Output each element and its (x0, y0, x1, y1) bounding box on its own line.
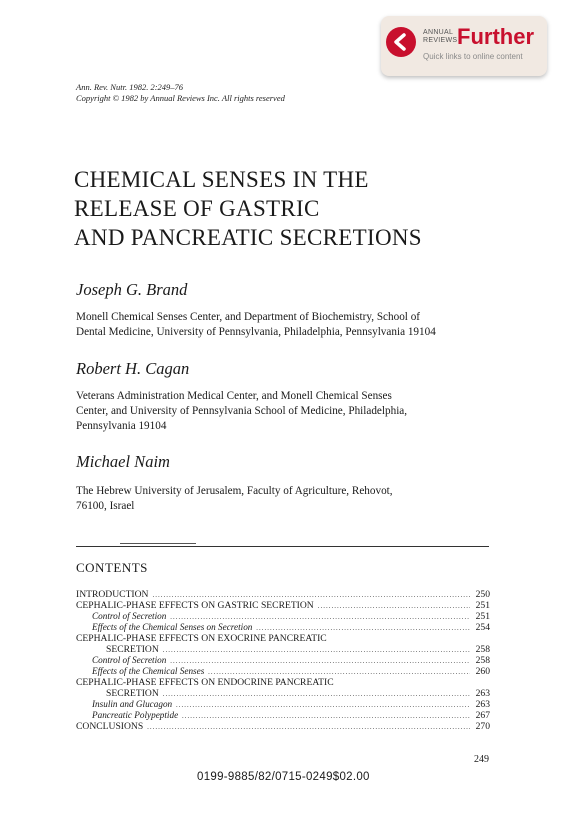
toc-entry-conclusions[interactable]: CONCLUSIONS ..... 270 (76, 721, 490, 732)
badge-subtitle: Quick links to online content (423, 52, 523, 61)
author-name: Michael Naim (76, 452, 170, 471)
further-badge[interactable] (381, 16, 547, 76)
badge-publisher-label: ANNUAL REVIEWS (423, 29, 458, 44)
article-title (74, 165, 514, 252)
toc-leader-dots (182, 711, 470, 722)
toc-entry-pancreatic-polypeptide[interactable]: Pancreatic Polypeptide ..... 267 (76, 710, 490, 721)
toc-entry-exocrine-pancreatic[interactable]: CEPHALIC-PHASE EFFECTS ON EXOCRINE PANCREATIC (76, 633, 327, 644)
table-of-contents (76, 589, 490, 732)
toc-entry-introduction[interactable]: INTRODUCTION ..... 250 (76, 589, 490, 600)
toc-entry-exocrine-secretion[interactable]: SECRETION ..... 258 (76, 644, 490, 655)
toc-leader-dots (147, 722, 470, 733)
toc-entry-endocrine-secretion[interactable]: SECRETION ..... 263 (76, 688, 490, 699)
divider (76, 546, 489, 547)
title-line: CHEMICAL SENSES IN THE (74, 167, 369, 192)
toc-page-number: 260 (475, 666, 490, 677)
toc-page-number: 263 (475, 699, 490, 710)
toc-entry-control-of-secretion[interactable]: Control of Secretion ..... 258 (76, 655, 490, 666)
author-name: Robert H. Cagan (76, 359, 190, 378)
annual-reviews-logo-icon (386, 27, 416, 57)
badge-further-label[interactable]: Further (457, 24, 534, 49)
toc-entry-gastric-secretion[interactable]: CEPHALIC-PHASE EFFECTS ON GASTRIC SECRETION ..... 251 (76, 600, 490, 611)
author-affiliation: Monell Chemical Senses Center, and Department of Biochemistry, School of Dental Medicine, University of Pennsylvania, Philadelphia, Pennsylvania 19104 (76, 311, 436, 338)
author-affiliation: Veterans Administration Medical Center, and Monell Chemical Senses Center, and University of Pennsylvania School of Medicine, Philadelphia, Pennsylvania 19104 (76, 390, 408, 432)
contents-heading: CONTENTS (76, 560, 148, 575)
toc-page-number: 258 (475, 655, 490, 666)
author-name: Joseph G. Brand (76, 280, 188, 299)
toc-page-number: 263 (475, 688, 490, 699)
title-line: AND PANCREATIC SECRETIONS (74, 225, 422, 250)
toc-entry-effects-chemical-senses[interactable]: Effects of the Chemical Senses ..... 260 (76, 666, 490, 677)
toc-page-number: 250 (475, 589, 490, 600)
copyright-line: Copyright © 1982 by Annual Reviews Inc. All rights reserved (76, 92, 285, 103)
page-number: 249 (474, 754, 489, 765)
author-affiliation: The Hebrew University of Jerusalem, Faculty of Agriculture, Rehovot, 76100, Israel (76, 485, 393, 512)
title-line: RELEASE OF GASTRIC (74, 196, 320, 221)
divider-short (120, 543, 196, 544)
toc-leader-dots (163, 689, 470, 700)
journal-citation (76, 82, 285, 103)
toc-leader-dots (163, 645, 470, 656)
toc-leader-dots (170, 656, 470, 667)
article-code: 0199-9885/82/0715-0249$02.00 (197, 771, 370, 783)
citation-line: Ann. Rev. Nutr. 1982. 2:249–76 (76, 82, 184, 92)
toc-page-number: 251 (475, 611, 490, 622)
toc-entry-endocrine-pancreatic[interactable]: CEPHALIC-PHASE EFFECTS ON ENDOCRINE PANCREATIC (76, 677, 334, 688)
toc-leader-dots (318, 601, 470, 612)
toc-page-number: 258 (475, 644, 490, 655)
toc-page-number: 254 (475, 622, 490, 633)
toc-leader-dots (176, 700, 470, 711)
toc-entry-effects-on-secretion[interactable]: Effects of the Chemical Senses on Secretion ..... 254 (76, 622, 490, 633)
toc-page-number: 251 (475, 600, 490, 611)
toc-page-number: 267 (475, 710, 490, 721)
toc-entry-control-of-secretion[interactable]: Control of Secretion ..... 251 (76, 611, 490, 622)
toc-page-number: 270 (475, 721, 490, 732)
toc-entry-insulin-glucagon[interactable]: Insulin and Glucagon ..... 263 (76, 699, 490, 710)
